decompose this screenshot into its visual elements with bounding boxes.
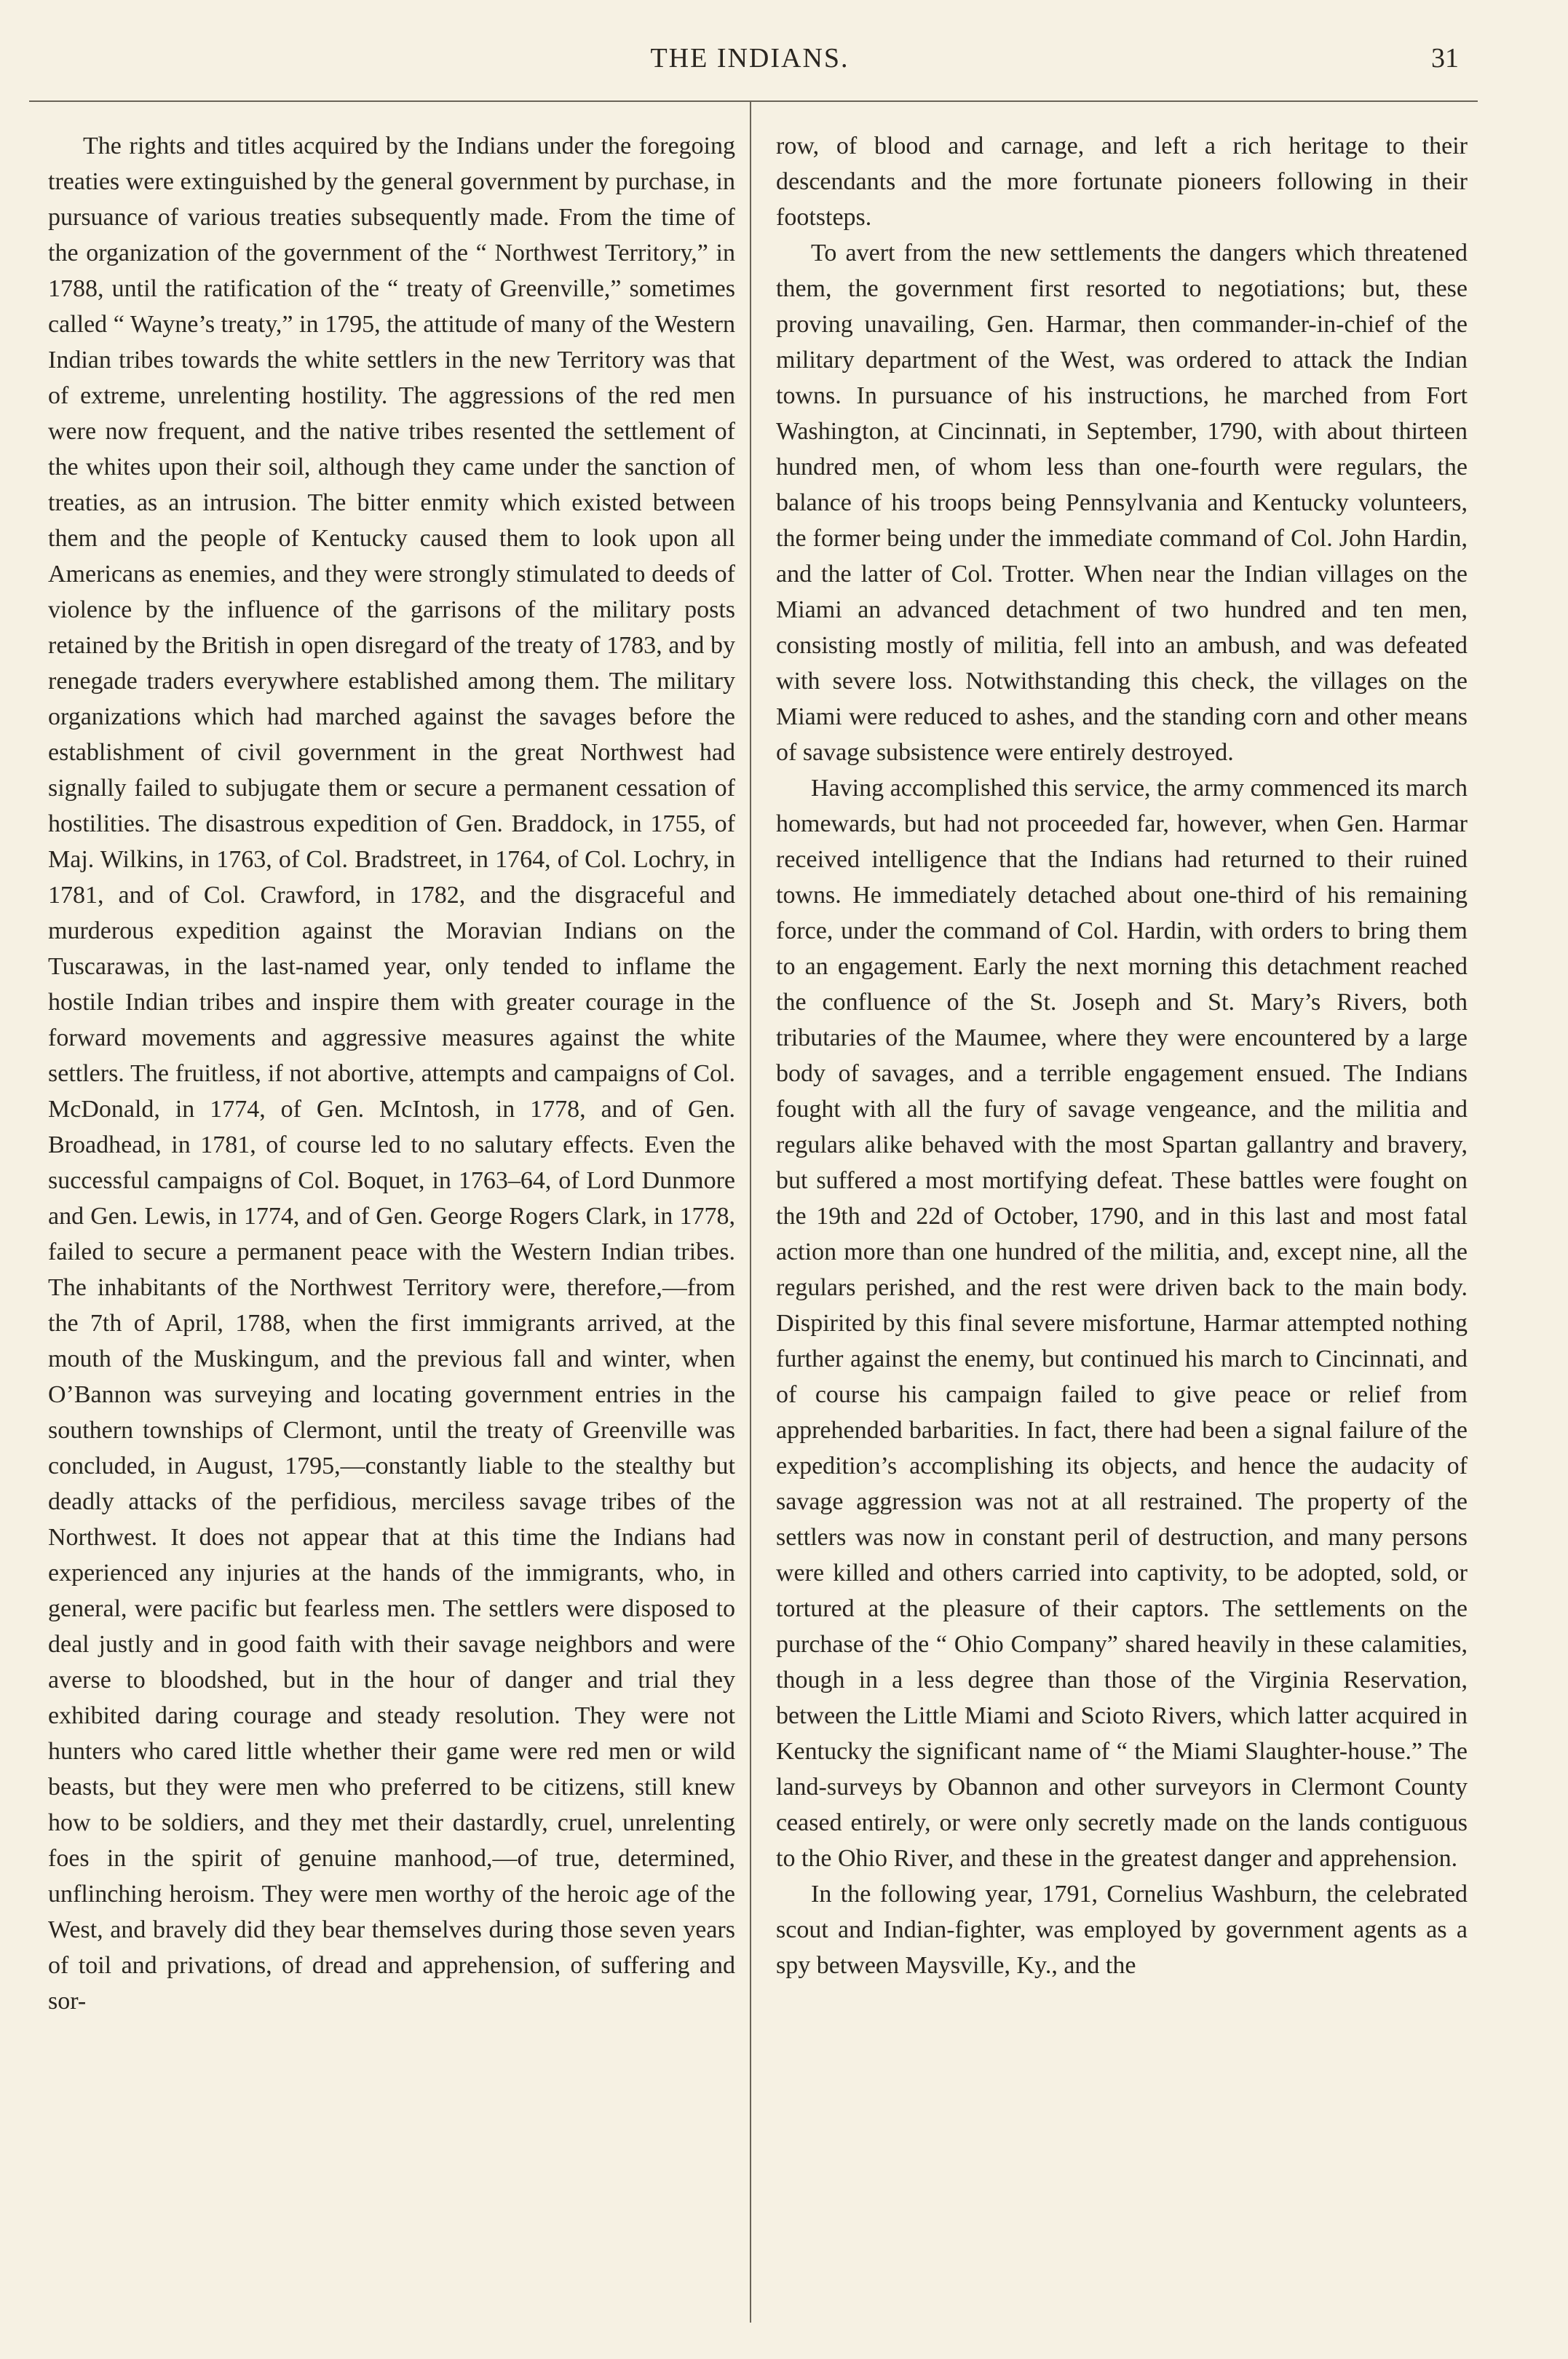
paragraph: To avert from the new settlements the dangers which threatened them, the government first resorted to negotiations; but, these proving unavailing, Gen. Harmar, then commander-in-chief of the military department of the West, was ordered to attack the Indian towns. In pursuance of his instructions, he marched from Fort Washington, at Cincinnati, in September, 1790, with about thirteen hundred men, of whom less than one-fourth were regulars, the balance of his troops being Pennsylvania and Kentucky volunteers, the former being under the immediate command of Col. John Hardin, and the latter of Col. Trotter. When near the Indian villages on the Miami an advanced detachment of two hundred and ten men, consisting mostly of militia, fell into an ambush, and was defeated with severe loss. Notwithstanding this check, the villages on the Miami were reduced to ashes, and the standing corn and other means of savage subsistence were entirely destroyed. xyxy=(776,240,1468,766)
paragraph: In the following year, 1791, Cornelius Washburn, the celebrated scout and Indian-fighter, was employed by government agents as a spy between Maysville, Ky., and the xyxy=(776,1881,1468,1979)
paragraph: The rights and titles acquired by the Indians under the foregoing treaties were extinguished by the general government by purchase, in pursuance of various treaties subsequently made. From the time of the organization of the government of the “ Northwest Territory,” in 1788, until the ratification of the “ treaty of Greenville,” sometimes called “ Wayne’s treaty,” in 1795, the attitude of many of the Western Indian tribes towards the white settlers in the new Territory was that of extreme, unrelenting hostility. The aggressions of the red men were now frequent, and the native tribes resented the settlement of the whites upon their soil, although they came under the sanction of treaties, as an intrusion. The bitter enmity which existed between them and the people of Kentucky caused them to look upon all Americans as enemies, and they were strongly stimulated to deeds of violence by the influence of the garrisons of the military posts retained by the British in open disregard of the treaty of 1783, and by renegade traders everywhere established among them. The military organizations which had marched against the savages before the establishment of civil government in the great Northwest had signally failed to subjugate them or secure a permanent cessation of hostilities. The disastrous expedition of Gen. Braddock, in 1755, of Maj. Wilkins, in 1763, of Col. Bradstreet, in 1764, of Col. Lochry, in 1781, and of Col. Crawford, in 1782, and the disgraceful and murderous expedition against the Moravian Indians on the Tuscarawas, in the last-named year, only tended to inflame the hostile Indian tribes and inspire them with greater courage in the forward movements and aggressive measures against the white settlers. The fruitless, if not abortive, attempts and campaigns of Col. McDonald, in 1774, of Gen. McIntosh, in 1778, and of Gen. Broadhead, in 1781, of course led to no salutary effects. Even the successful campaigns of Col. Boquet, in 1763–64, of Lord Dunmore and Gen. Lewis, in 1774, and of Gen. George Rogers Clark, in 1778, failed to secure a permanent peace with the Western Indian tribes. The inhabitants of the Northwest Territory were, therefore,—from the 7th of April, 1788, when the first immigrants arrived, at the mouth of the Muskingum, and the previous fall and winter, when O’Bannon was surveying and locating government entries in the southern townships of Clermont, until the treaty of Greenville was concluded, in August, 1795,—constantly liable to the stealthy but deadly attacks of the perfidious, merciless savage tribes of the Northwest. It does not appear that at this time the Indians had experienced any injuries at the hands of the immigrants, who, in general, were pacific but fearless men. The settlers were disposed to deal justly and in good faith with their savage neighbors and were averse to bloodshed, but in the hour of danger and trial they exhibited daring courage and steady resolution. They were not hunters who cared little whether their game were red men or wild beasts, but they were men who preferred to be citizens, still knew how to be soldiers, and they met their dastardly, cruel, unrelenting foes in the spirit of genuine manhood,—of true, determined, unflinching heroism. They were men worthy of the heroic age of the West, and bravely did they bear themselves during those seven years of toil and privations, of dread and apprehension, of suffering and sor- xyxy=(48,133,735,2015)
running-head-title: THE INDIANS. xyxy=(650,43,850,74)
paragraph: Having accomplished this service, the army commenced its march homewards, but had not proceeded far, however, when Gen. Harmar received intelligence that the Indians had returned to their ruined towns. He immediately detached about one-third of his remaining force, under the command of Col. Hardin, with orders to bring them to an engagement. Early the next morning this detachment reached the confluence of the St. Joseph and St. Mary’s Rivers, both tributaries of the Maumee, where they were encountered by a large body of savages, and a terrible engagement ensued. The Indians fought with all the fury of savage vengeance, and the militia and regulars alike behaved with the most Spartan gallantry and bravery, but suffered a most mortifying defeat. These battles were fought on the 19th and 22d of October, 1790, and in this last and most fatal action more than one hundred of the militia, and, except nine, all the regulars perished, and the rest were driven back to the main body. Dispirited by this final severe misfortune, Harmar attempted nothing further against the enemy, but continued his march to Cincinnati, and of course his campaign failed to give peace or relief from apprehended barbarities. In fact, there had been a signal failure of the expedition’s accomplishing its objects, and hence the audacity of savage aggression was not at all restrained. The property of the settlers was now in constant peril of destruction, and many persons were killed and others carried into captivity, to be adopted, sold, or tortured at the pleasure of their captors. The settlements on the purchase of the “ Ohio Company” shared heavily in these calamities, though in a less degree than those of the Virginia Reservation, between the Little Miami and Scioto Rivers, which latter acquired in Kentucky the significant name of “ the Miami Slaughter-house.” The land-surveys by Obannon and other surveyors in Clermont County ceased entirely, or were only secretly made on the lands contiguous to the Ohio River, and these in the greatest danger and apprehension. xyxy=(776,775,1468,1872)
left-column xyxy=(48,128,735,2019)
column-divider xyxy=(750,102,751,2323)
page-number: 31 xyxy=(1431,43,1459,74)
header-rule xyxy=(29,100,1478,102)
right-column xyxy=(776,128,1468,1983)
paragraph: row, of blood and carnage, and left a rich heritage to their descendants and the more fortunate pioneers following in their footsteps. xyxy=(776,133,1468,231)
